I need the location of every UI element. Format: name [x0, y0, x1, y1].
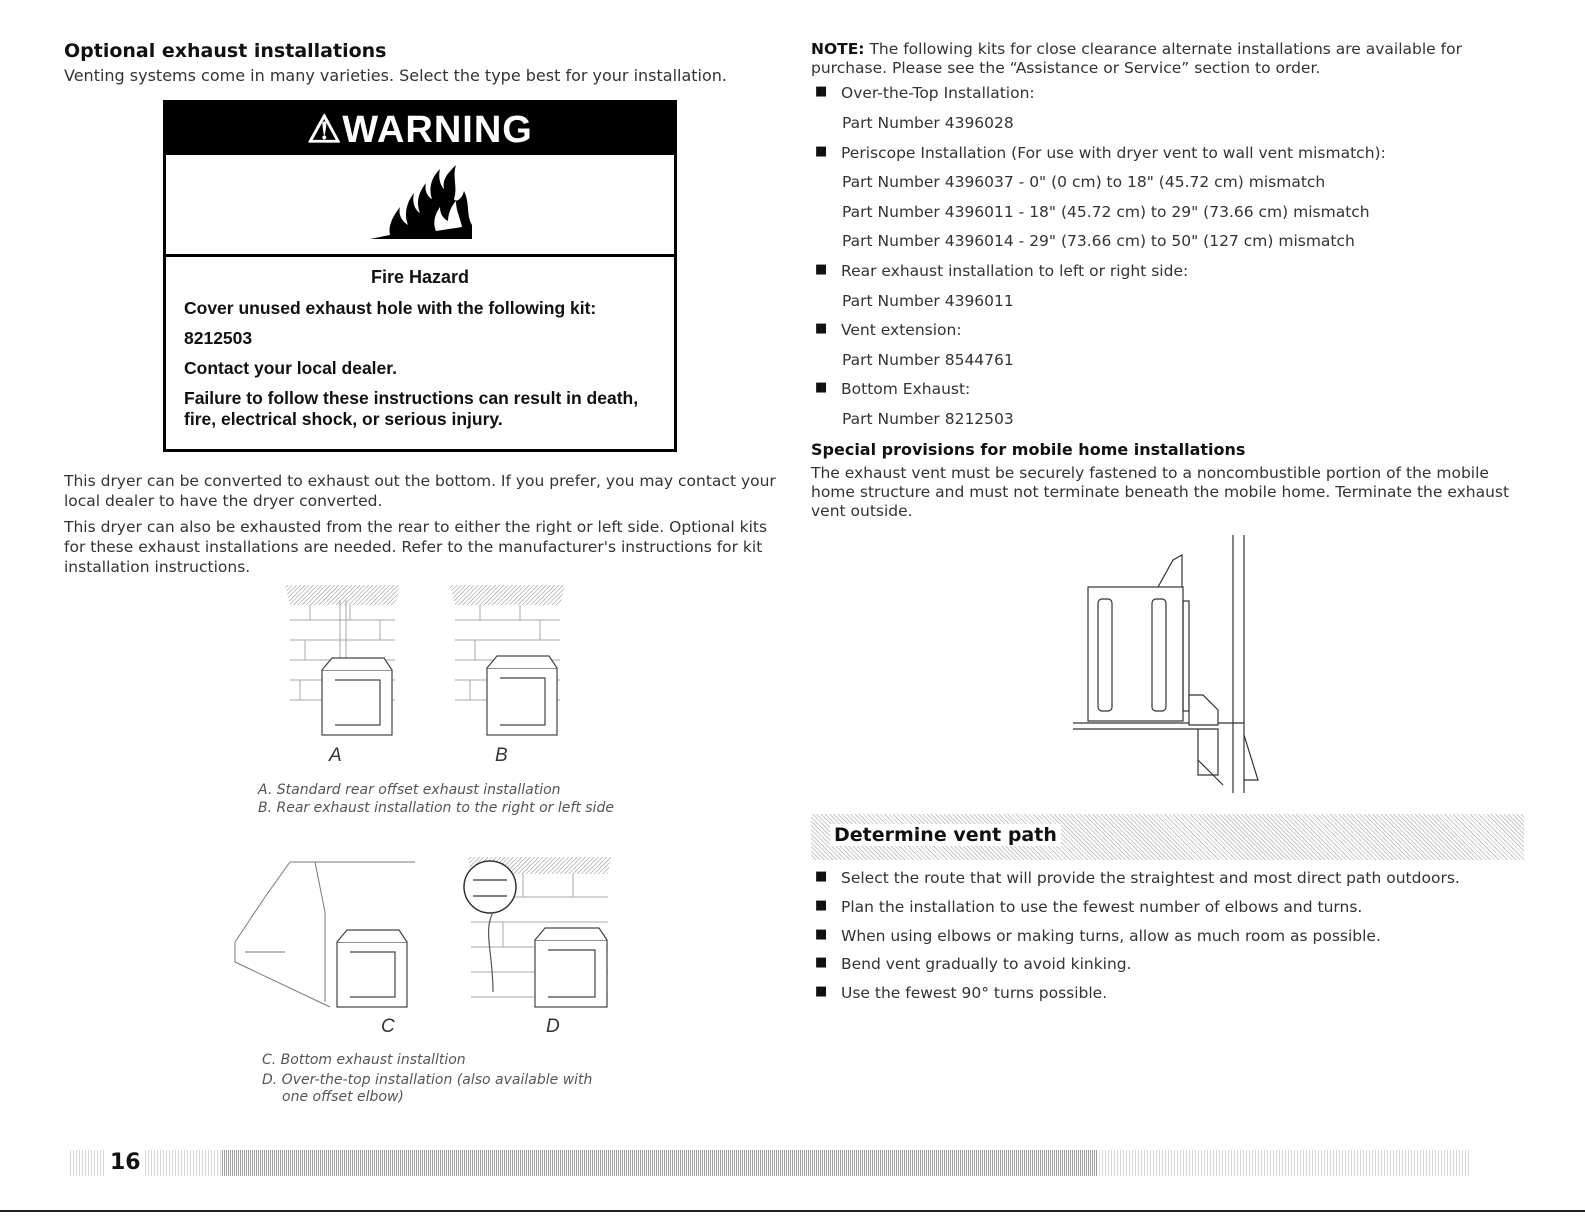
vent-item: Bend vent gradually to avoid kinking. [841, 955, 1132, 973]
vent-item: When using elbows or making turns, allow as much room as possible. [841, 927, 1381, 945]
mobile-home-text: The exhaust vent must be securely fastened to a noncombustible portion of the mobile home structure and must not terminate beneath the mobile home. Terminate the exhaust vent outside. [811, 464, 1510, 520]
intro-text: Venting systems come in many varieties. Select the type best for your installation. [64, 66, 728, 85]
warning-header [166, 103, 674, 155]
caption-d: D. Over-the-top installation (also available with [262, 1072, 593, 1088]
figure-c-illustration [225, 852, 425, 1017]
note-label: NOTE: [811, 40, 865, 58]
part-number: Part Number 8212503 [842, 410, 1014, 428]
figure-d-illustration [463, 852, 613, 1017]
part-number: Part Number 4396037 - 0" (0 cm) to 18" (45.72 cm) mismatch [842, 173, 1326, 191]
part-number: Part Number 4396011 - 18" (45.72 cm) to 29" (73.66 cm) mismatch [842, 203, 1370, 221]
caption-d-continued: one offset elbow) [282, 1089, 404, 1105]
paragraph: This dryer can be converted to exhaust out the bottom. If you prefer, you may contact your local dealer to have the dryer converted. [64, 472, 776, 510]
section-title: Optional exhaust installations [64, 40, 387, 62]
kit-label: Vent extension: [841, 321, 962, 339]
caption-c: C. Bottom exhaust installtion [262, 1052, 466, 1068]
warning-title: ⚠WARNING [307, 109, 533, 151]
figure-label-c: C [381, 1016, 395, 1037]
part-number: Part Number 4396028 [842, 114, 1014, 132]
vent-item: Select the route that will provide the straightest and most direct path outdoors. [841, 869, 1460, 887]
hazard-title: Fire Hazard [370, 267, 470, 287]
part-number: Part Number 4396011 [842, 292, 1014, 310]
figure-b-illustration [445, 580, 570, 740]
footer-bar-dark [222, 1150, 1098, 1176]
vent-item: Plan the installation to use the fewest number of elbows and turns. [841, 898, 1363, 916]
part-number: Part Number 8544761 [842, 351, 1014, 369]
vent-item: Use the fewest 90° turns possible. [841, 984, 1108, 1002]
figure-label-d: D [546, 1016, 560, 1037]
mobile-home-diagram [1068, 535, 1268, 795]
warning-line: Cover unused exhaust hole with the following kit: [184, 298, 597, 318]
figure-a-illustration [280, 580, 405, 740]
vent-path-title: Determine vent path [830, 824, 1061, 846]
kit-label: Over-the-Top Installation: [841, 84, 1035, 102]
part-number: Part Number 4396014 - 29" (73.66 cm) to 50" (127 cm) mismatch [842, 232, 1355, 250]
fire-icon [166, 155, 674, 257]
kit-label: Periscope Installation (For use with dryer vent to wall vent mismatch): [841, 144, 1386, 162]
kit-label: Bottom Exhaust: [841, 380, 971, 398]
mobile-home-title: Special provisions for mobile home installations [811, 440, 1246, 459]
caption-a: A. Standard rear offset exhaust installation [258, 782, 561, 798]
note-text: The following kits for close clearance alternate installations are available for purchase. Please see the “Assistance or Service” section to order. [811, 40, 1462, 77]
paragraph: This dryer can also be exhausted from the rear to either the right or left side. Optional kits for these exhaust installations are needed. Refer to the manufacturer's instructions for kit installation instructions. [64, 518, 768, 576]
warning-kit-number: 8212503 [184, 328, 253, 348]
figure-label-b: B [495, 745, 508, 766]
warning-line: Failure to follow these instructions can result in death, fire, electrical shock, or serious injury. [184, 388, 639, 429]
figure-label-a: A [329, 745, 342, 766]
kit-label: Rear exhaust installation to left or right side: [841, 262, 1189, 280]
bottom-rule [0, 1210, 1585, 1212]
caption-b: B. Rear exhaust installation to the right or left side [258, 800, 614, 816]
warning-body [166, 257, 674, 430]
note-paragraph [811, 40, 1531, 78]
warning-box [163, 100, 677, 452]
page-number: 16 [106, 1150, 145, 1176]
warning-line: Contact your local dealer. [184, 358, 397, 378]
